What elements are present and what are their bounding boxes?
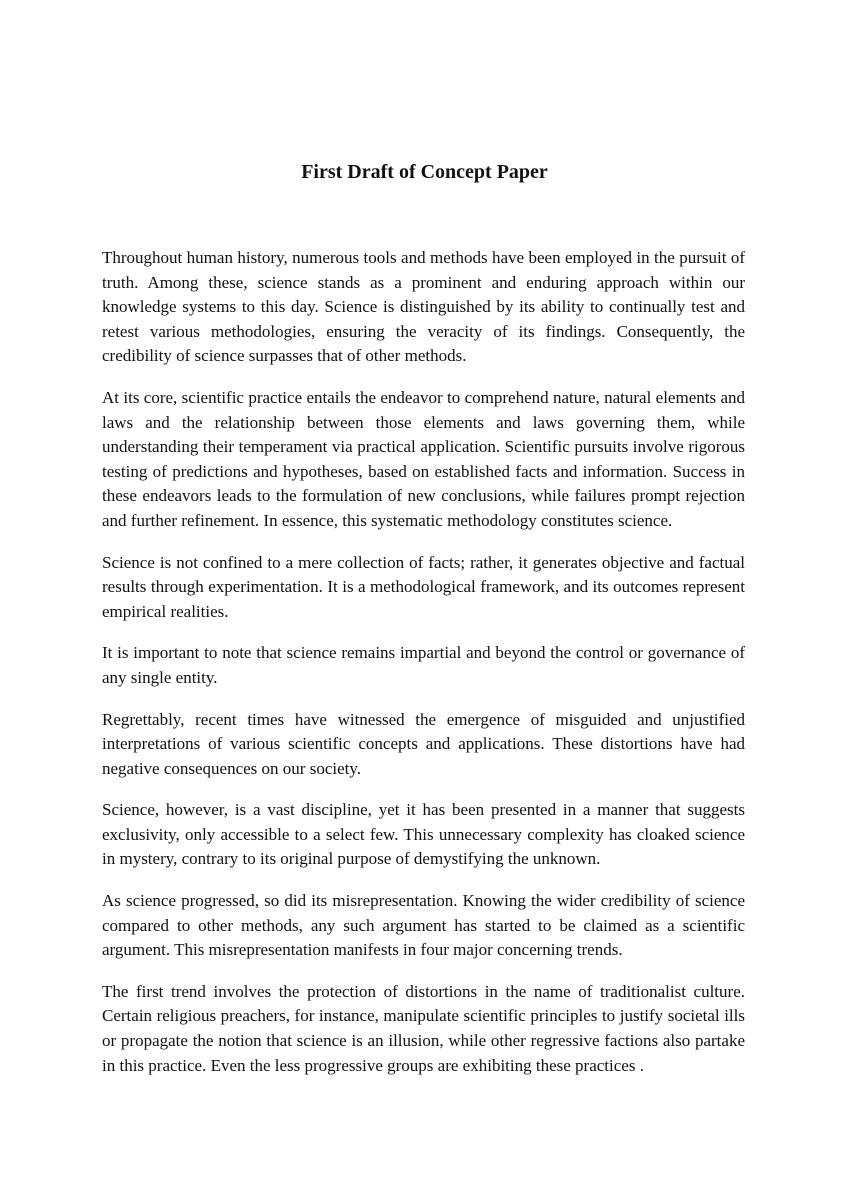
document-body	[102, 246, 754, 1095]
paragraph-8: The first trend involves the protection of distortions in the name of traditionalist culture. Certain religious preachers, for instance, manipulate scientific principles to justify societal ills or propagate the notion that science is an illusion, while other regressive factions also partake in this practice. Even the less progressive groups are exhibiting these practices .	[102, 981, 750, 1075]
paragraph-7: As science progressed, so did its misrepresentation. Knowing the wider credibility of science compared to other methods, any such argument has started to be claimed as a scientific argument. This misrepresentation manifests in four major concerning trends.	[102, 891, 750, 960]
document-title: First Draft of Concept Paper	[301, 161, 548, 183]
paragraph-4: It is important to note that science remains impartial and beyond the control or governance of any single entity.	[102, 643, 750, 687]
paragraph-2: At its core, scientific practice entails the endeavor to comprehend nature, natural elements and laws and the relationship between those elements and laws governing them, while understanding their temperament via practical application. Scientific pursuits involve rigorous testing of predictions and hypotheses, based on established facts and information. Success in these endeavors leads to the formulation of new conclusions, while failures prompt rejection and further refinement. In essence, this systematic methodology constitutes science.	[102, 387, 754, 530]
paragraph-1: Throughout human history, numerous tools and methods have been employed in the pursuit of truth. Among these, science stands as a prominent and enduring approach within our knowledge systems to this day. Science is distinguished by its ability to continually test and retest various methodologies, ensuring the veracity of its findings. Consequently, the credibility of science surpasses that of other methods.	[102, 248, 750, 366]
paragraph-6: Science, however, is a vast discipline, yet it has been presented in a manner that suggests exclusivity, only accessible to a select few. This unnecessary complexity has cloaked science in mystery, contrary to its original purpose of demystifying the unknown.	[102, 800, 750, 869]
paragraph-3: Science is not confined to a mere collection of facts; rather, it generates objective and factual results through experimentation. It is a methodological framework, and its outcomes represent empirical realities.	[102, 552, 750, 621]
paragraph-5: Regrettably, recent times have witnessed the emergence of misguided and unjustified interpretations of various scientific concepts and applications. These distortions have had negative consequences on our society.	[102, 709, 750, 778]
